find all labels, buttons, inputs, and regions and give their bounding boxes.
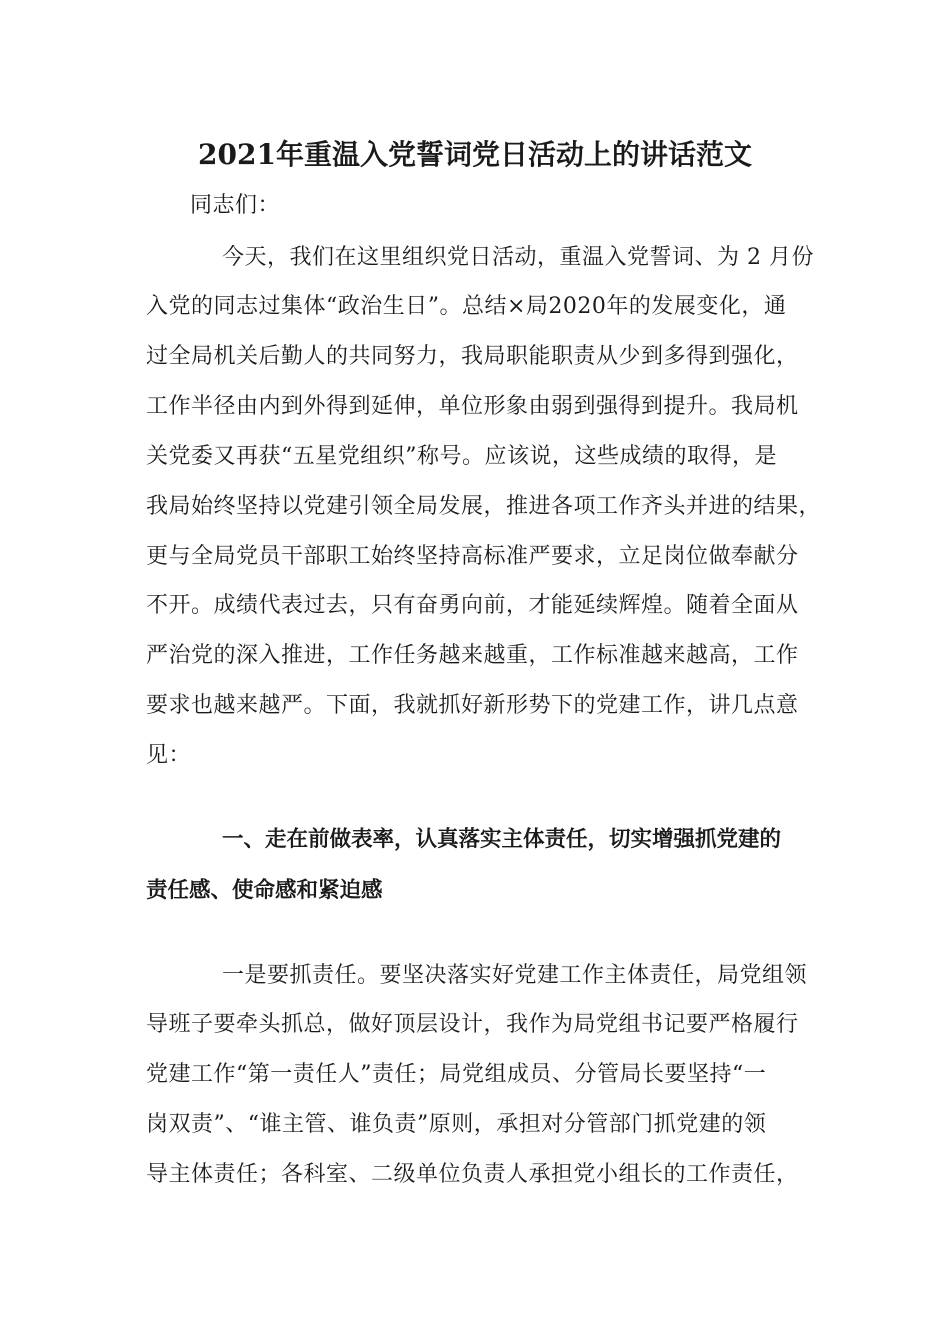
paragraph-line: 严治党的深入推进，工作任务越来越重，工作标准越来越高，工作 [146,643,799,668]
salutation: 同志们： [190,193,281,218]
document-title: 2021年重温入党誓词党日活动上的讲话范文 [198,138,752,171]
paragraph-line: 工作半径由内到外得到延伸，单位形象由弱到强得到提升。我局机 [146,394,799,419]
paragraph-line: 过全局机关后勤人的共同努力，我局职能职责从少到多得到强化， [146,344,799,369]
paragraph-line: 不开。成绩代表过去，只有奋勇向前，才能延续辉煌。随着全面从 [146,593,799,618]
paragraph-line: 党建工作“第一责任人”责任；局党组成员、分管局长要坚持“一 [146,1062,767,1087]
section-heading: 责任感、使命感和紧迫感 [146,878,383,903]
paragraph-line: 我局始终坚持以党建引领全局发展，推进各项工作齐头并进的结果， [146,494,822,519]
paragraph-line: 入党的同志过集体“政治生日”。总结×局2020年的发展变化，通 [146,294,787,319]
paragraph-line: 更与全局党员干部职工始终坚持高标准严要求，立足岗位做奉献分 [146,544,799,569]
paragraph-line: 一是要抓责任。要坚决落实好党建工作主体责任，局党组领 [222,963,808,988]
paragraph-line: 导班子要牵头抓总，做好顶层设计，我作为局党组书记要严格履行 [146,1012,799,1037]
section-heading: 一、走在前做表率，认真落实主体责任，切实增强抓党建的 [222,827,782,852]
paragraph-line: 见： [146,743,192,768]
paragraph-line: 今天，我们在这里组织党日活动，重温入党誓词、为 2 月份 [222,245,814,270]
paragraph-line: 导主体责任；各科室、二级单位负责人承担党小组长的工作责任， [146,1162,799,1187]
paragraph-line: 岗双责”、“谁主管、谁负责”原则，承担对分管部门抓党建的领 [146,1112,767,1137]
paragraph-line: 要求也越来越严。下面，我就抓好新形势下的党建工作，讲几点意 [146,693,799,718]
paragraph-line: 关党委又再获“五星党组织”称号。应该说，这些成绩的取得，是 [146,444,777,469]
